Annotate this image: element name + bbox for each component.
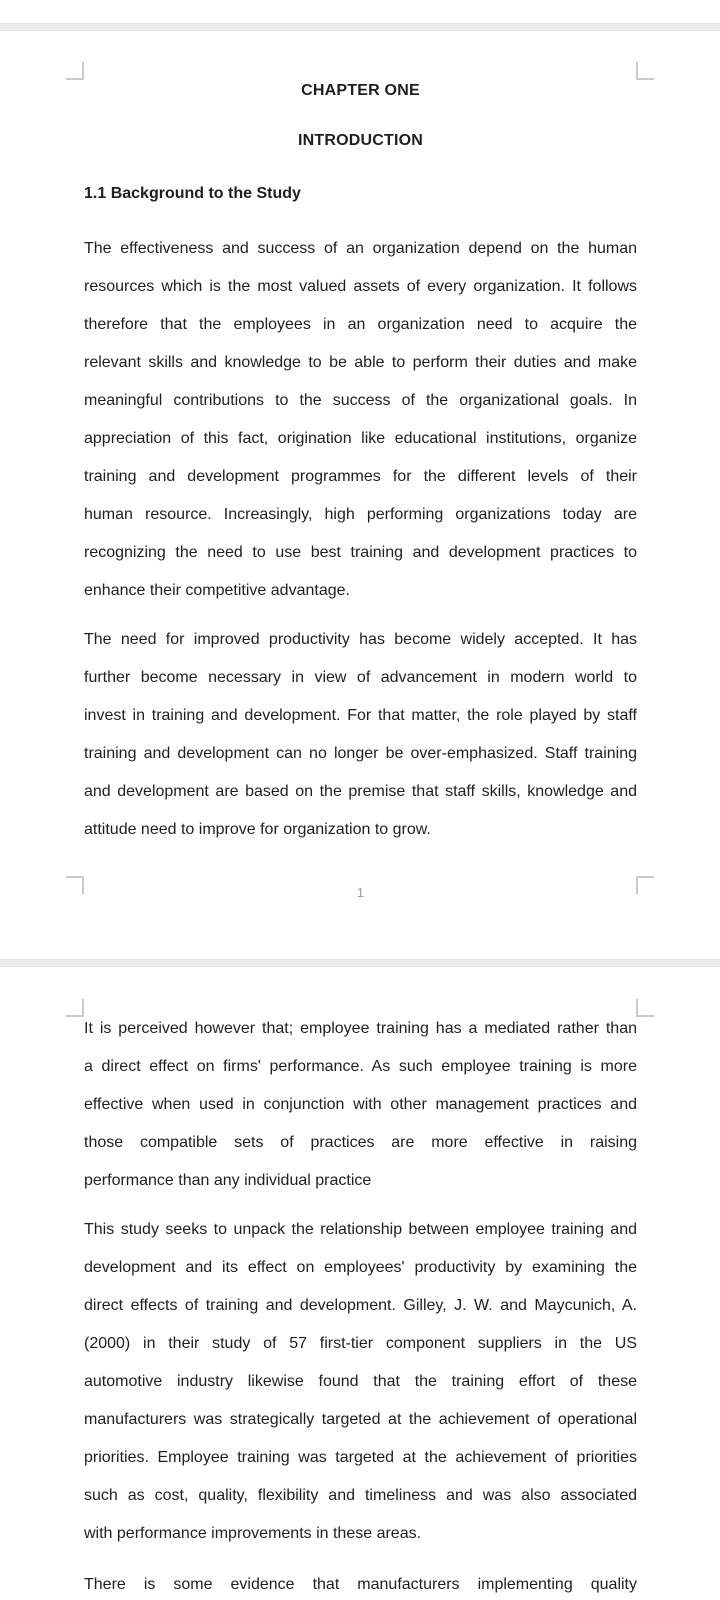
margin-crop-mark-top-right [636,62,654,80]
text-line: human resource. Increasingly, high performing organizations today are [84,506,637,523]
text-line: therefore that the employees in an organization need to acquire the [84,316,637,333]
page-number: 1 [356,885,365,900]
text-line: automotive industry likewise found that the training effort of these [84,1373,637,1390]
text-line: training and development can no longer be over-emphasized. Staff training [84,745,637,762]
paragraph-evidence-partial [84,1566,637,1600]
text-line: and development are based on the premise that staff skills, knowledge and [84,783,637,800]
text-line: direct effects of training and development. Gilley, J. W. and Maycunich, A. [84,1297,637,1314]
text-line: performance than any individual practice [84,1172,372,1189]
text-line: It is perceived however that; employee training has a mediated rather than [84,1020,637,1037]
text-line: enhance their competitive advantage. [84,582,350,599]
page-gap-top [0,23,720,31]
page-2 [0,967,720,1600]
introduction-heading: INTRODUCTION [297,132,424,149]
text-line: effective when used in conjunction with other management practices and [84,1096,637,1113]
margin-crop-mark-top-left [66,999,84,1017]
paragraph-study-purpose [84,1211,637,1553]
margin-crop-mark-bottom-right [636,876,654,894]
margin-crop-mark-bottom-left [66,876,84,894]
text-line: The need for improved productivity has become widely accepted. It has [84,631,637,648]
top-white-strip [0,0,720,23]
text-line: relevant skills and knowledge to be able to perform their duties and make [84,354,637,371]
text-line: resources which is the most valued assets of every organization. It follows [84,278,637,295]
text-line: with performance improvements in these areas. [84,1525,422,1542]
text-line: those compatible sets of practices are more effective in raising [84,1134,637,1151]
paragraph-mediated-effect [84,1010,637,1200]
text-line: further become necessary in view of advancement in modern world to [84,669,637,686]
paragraph-background-1 [84,230,637,610]
text-line: (2000) in their study of 57 first-tier component suppliers in the US [84,1335,637,1352]
text-line: recognizing the need to use best training and development practices to [84,544,637,561]
text-line: There is some evidence that manufacturers implementing quality [84,1576,637,1593]
text-line: meaningful contributions to the success of the organizational goals. In [84,392,637,409]
page-1 [0,31,720,959]
text-line: attitude need to improve for organization to grow. [84,821,431,838]
chapter-heading: CHAPTER ONE [301,82,420,99]
text-line: appreciation of this fact, origination like educational institutions, organize [84,430,637,447]
text-line: development and its effect on employees' productivity by examining the [84,1259,637,1276]
text-line: such as cost, quality, flexibility and timeliness and was also associated [84,1487,637,1504]
text-line: a direct effect on firms' performance. As such employee training is more [84,1058,637,1075]
text-line: training and development programmes for the different levels of their [84,468,637,485]
text-line: priorities. Employee training was targeted at the achievement of priorities [84,1449,637,1466]
margin-crop-mark-top-left [66,62,84,80]
text-line: manufacturers was strategically targeted at the achievement of operational [84,1411,637,1428]
paragraph-background-2 [84,621,637,849]
text-line: This study seeks to unpack the relationship between employee training and [84,1221,637,1238]
page-separator [0,959,720,967]
margin-crop-mark-top-right [636,999,654,1017]
text-line: invest in training and development. For that matter, the role played by staff [84,707,637,724]
text-line: The effectiveness and success of an organization depend on the human [84,240,637,257]
section-heading: 1.1 Background to the Study [84,185,301,202]
